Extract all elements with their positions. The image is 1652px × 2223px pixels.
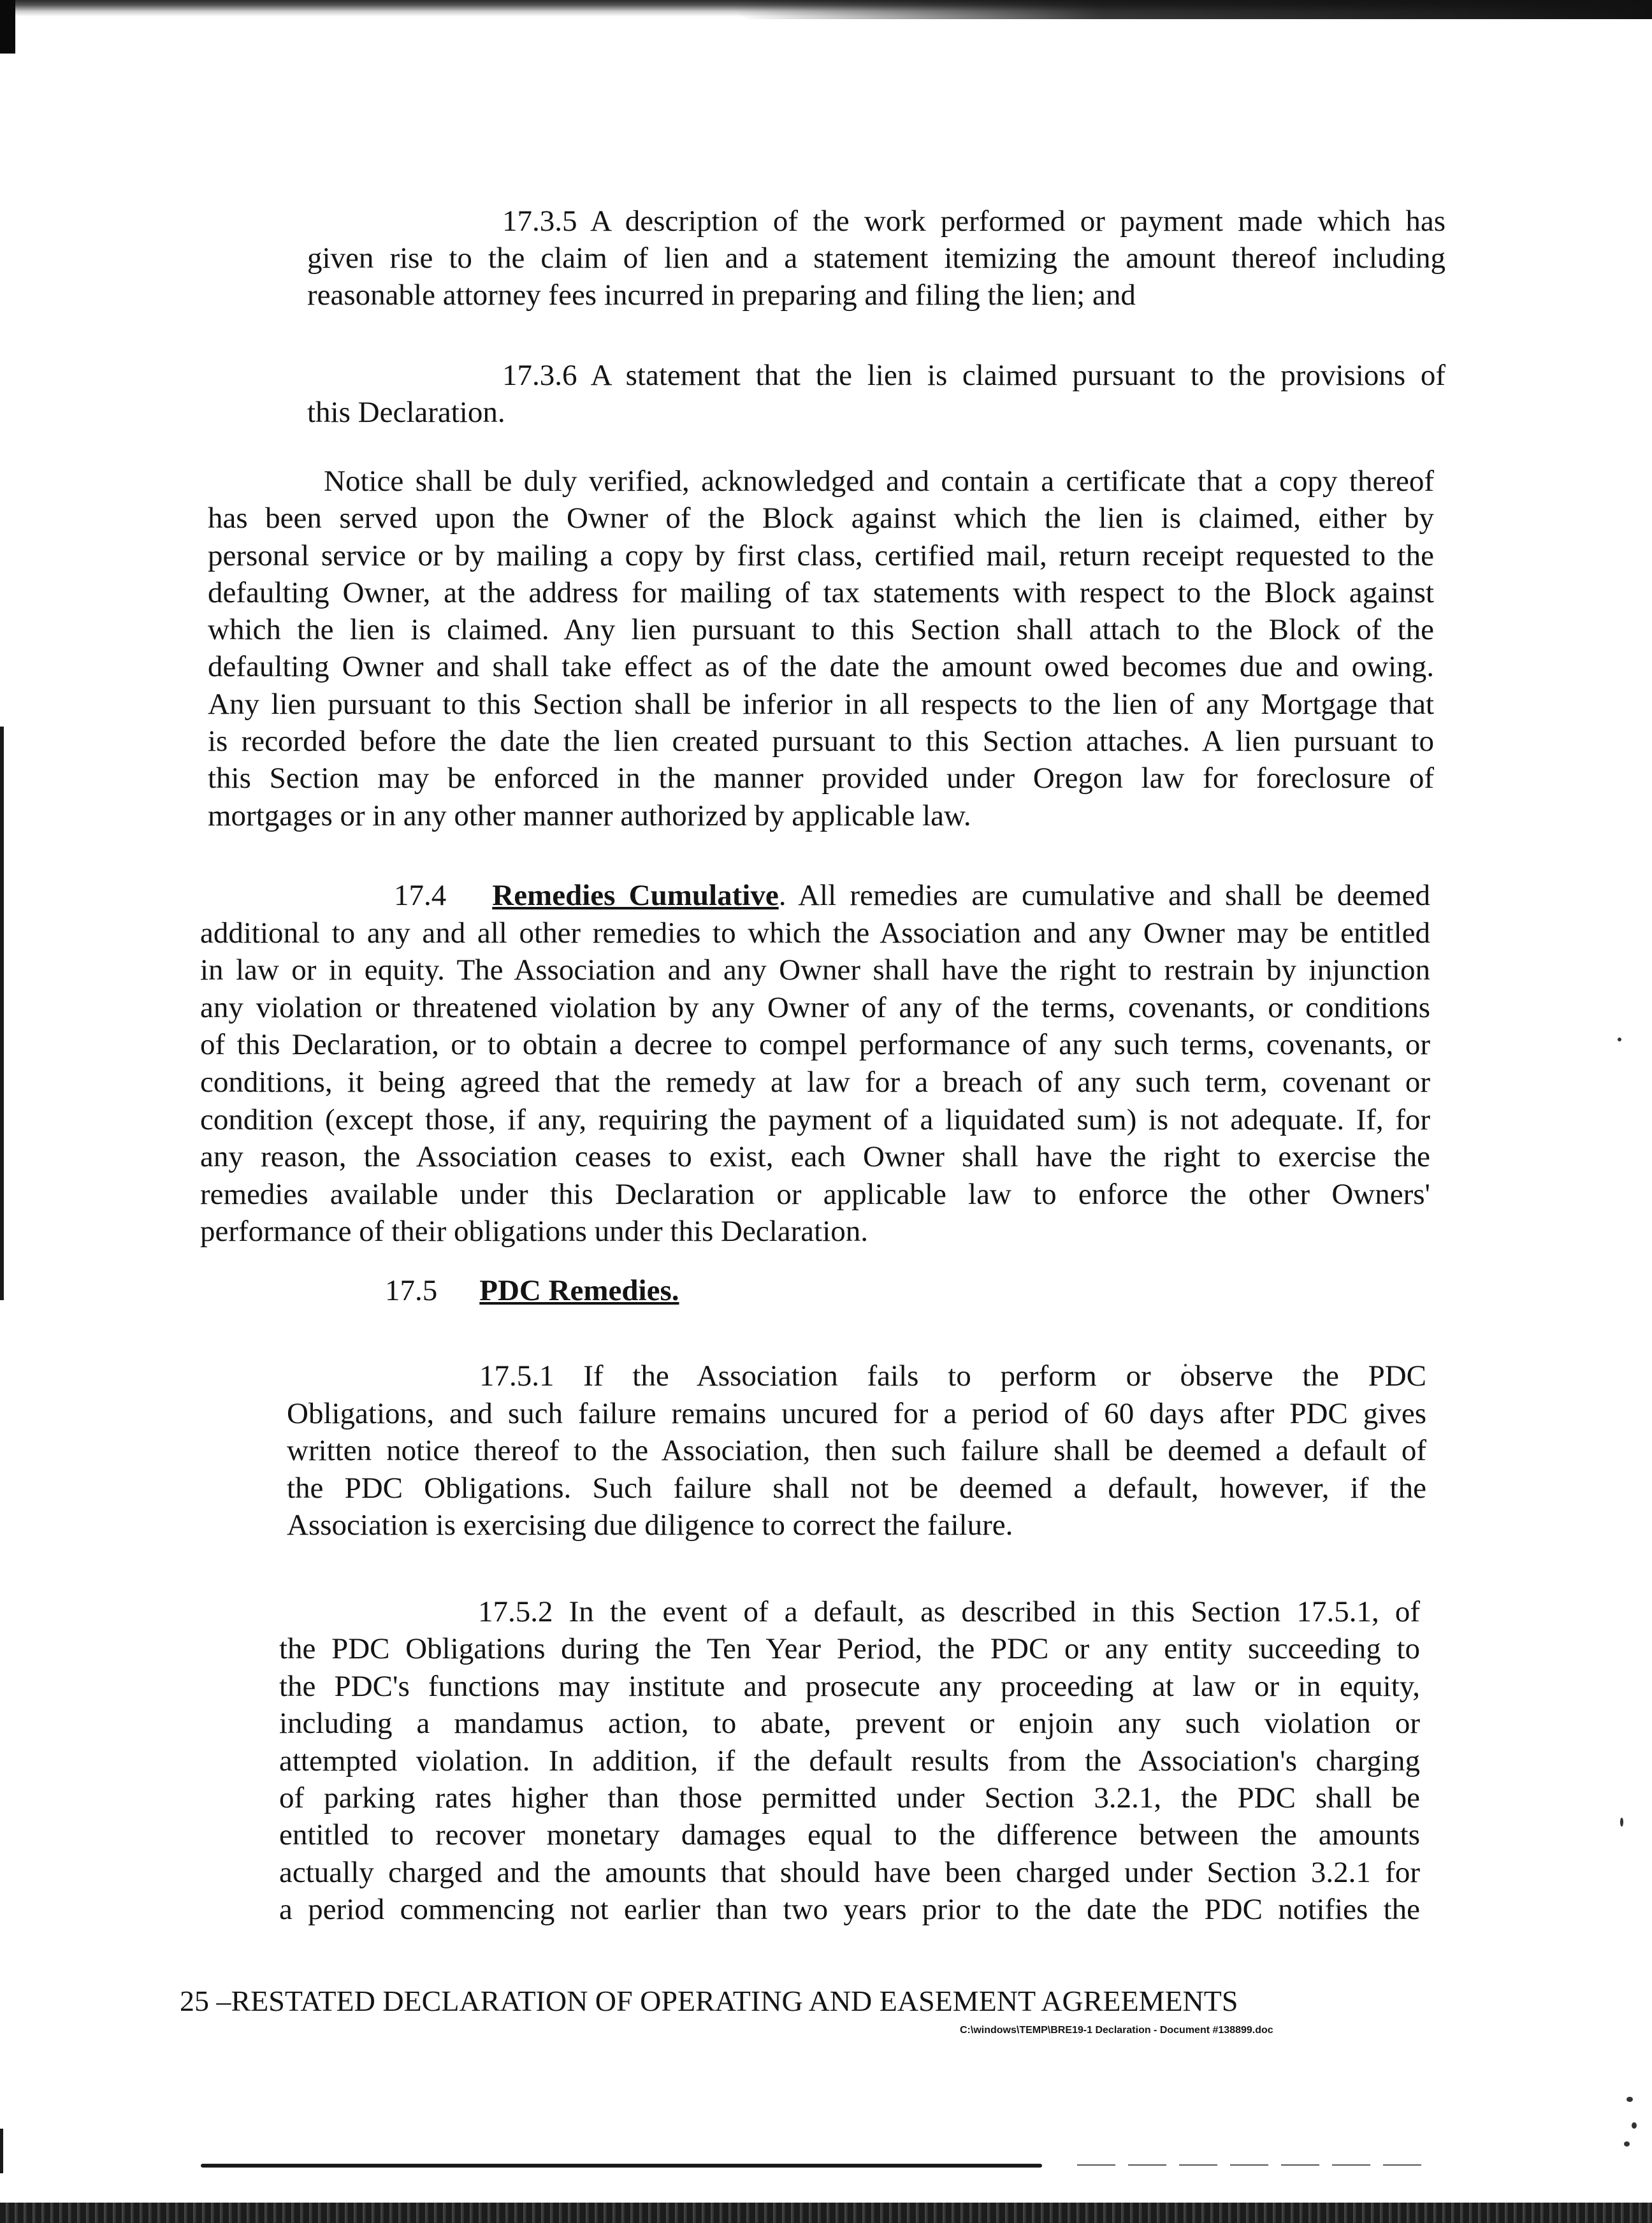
text-line: of parking rates higher than those permitted under Section 3.2.1, the PDC shall be (279, 1781, 1420, 1815)
text-line: Association is exercising due diligence to correct the failure. (287, 1509, 1013, 1542)
text-line: of this Declaration, or to obtain a decree to compel performance of any such terms, covenants, or (200, 1028, 1430, 1062)
section-heading: Remedies Cumulative (492, 879, 779, 912)
scan-speck (1624, 2141, 1630, 2147)
text-line: the PDC Obligations during the Ten Year Period, the PDC or any entity succeeding to (279, 1632, 1420, 1666)
text-run: . All remedies are cumulative and shall be deemed (778, 879, 1430, 912)
text-line: this Section may be enforced in the manner provided under Oregon law for foreclosure of (208, 762, 1434, 795)
text-line: written notice thereof to the Association, then such failure shall be deemed a default of (287, 1434, 1426, 1467)
text-line: Notice shall be duly verified, acknowledged and contain a certificate that a copy thereof (324, 465, 1434, 498)
text-line: mortgages or in any other manner authorized by applicable law. (208, 799, 971, 832)
paragraph-17-3-5 (307, 203, 1446, 314)
text-line: including a mandamus action, to abate, prevent or enjoin any such violation or (279, 1707, 1420, 1741)
text-line: given rise to the claim of lien and a statement itemizing the amount thereof including (307, 242, 1446, 275)
text-line: is recorded before the date the lien created pursuant to this Section attaches. A lien pursuant to (208, 725, 1434, 758)
text-line: Any lien pursuant to this Section shall be inferior in all respects to the lien of any Mortgage that (208, 687, 1434, 721)
text-line: 17.5.1 If the Association fails to perform or observe the PDC (479, 1359, 1426, 1393)
paragraph-17-3-6 (307, 357, 1446, 431)
section-17-4 (200, 877, 1430, 1250)
text-line: conditions, it being agreed that the remedy at law for a breach of any such term, covenant or (200, 1065, 1430, 1099)
scan-corner-mark (0, 0, 15, 54)
text-line: Obligations, and such failure remains uncured for a period of 60 days after PDC gives (287, 1396, 1426, 1430)
scan-rule-dashed (1077, 2164, 1434, 2166)
text-line: has been served upon the Owner of the Block against which the lien is claimed, either by (208, 502, 1434, 535)
scan-rule-bottom (201, 2164, 1042, 2168)
text-line: the PDC Obligations. Such failure shall not be deemed a default, however, if the (287, 1471, 1426, 1505)
text-line: which the lien is claimed. Any lien pursuant to this Section shall attach to the Block of the (208, 613, 1434, 647)
text-line: the PDC's functions may institute and prosecute any proceeding at law or in equity, (279, 1669, 1420, 1703)
paragraph-notice (208, 463, 1434, 834)
scan-speck (1627, 2097, 1633, 2102)
text-line: a period commencing not earlier than two years prior to the date the PDC notifies the (279, 1893, 1420, 1927)
scan-edge-bottom (0, 2203, 1652, 2223)
footer-file-path: C:\windows\TEMP\BRE19-1 Declaration - Document #138899.doc (960, 2025, 1273, 2036)
text-line: entitled to recover monetary damages equal to the difference between the amounts (279, 1818, 1420, 1852)
text-line: reasonable attorney fees incurred in preparing and filing the lien; and (307, 279, 1136, 312)
text-line: this Declaration. (307, 396, 505, 429)
scan-speck (1618, 1038, 1621, 1041)
text-line: 17.3.6 A statement that the lien is claimed pursuant to the provisions of (502, 359, 1446, 392)
paragraph-17-5-1 (287, 1358, 1426, 1544)
section-heading: PDC Remedies. (479, 1274, 679, 1307)
text-line: condition (except those, if any, requiring the payment of a liquidated sum) is not adequate. If, for (200, 1103, 1430, 1136)
text-line: personal service or by mailing a copy by first class, certified mail, return receipt requested to the (208, 539, 1434, 572)
text-line: any reason, the Association ceases to exist, each Owner shall have the right to exercise the (200, 1140, 1430, 1174)
text-line: defaulting Owner and shall take effect as of the date the amount owed becomes due and owing. (208, 650, 1434, 684)
scan-shadow-top (733, 0, 1652, 19)
text-line: 17.3.5 A description of the work performed or payment made which has (502, 205, 1446, 238)
text-line: 17.5.2 In the event of a default, as described in this Section 17.5.1, of (478, 1595, 1420, 1628)
text-line: additional to any and all other remedies to which the Association and any Owner may be entitled (200, 916, 1430, 950)
paragraph-17-5-2 (279, 1593, 1420, 1929)
text-line: performance of their obligations under this Declaration. (200, 1215, 868, 1249)
text-line: remedies available under this Declaration or applicable law to enforce the other Owners' (200, 1177, 1430, 1211)
scan-speck (1632, 2122, 1637, 2129)
section-17-4-first-line (200, 877, 1430, 915)
text-line: defaulting Owner, at the address for mailing of tax statements with respect to the Block against (208, 576, 1434, 609)
scan-edge-left (0, 727, 4, 1300)
text-line: in law or in equity. The Association and any Owner shall have the right to restrain by injunction (200, 953, 1430, 987)
section-number: 17.5 (385, 1274, 438, 1307)
text-line: any violation or threatened violation by any Owner of any of the terms, covenants, or conditions (200, 990, 1430, 1024)
scan-speck (1620, 1818, 1623, 1827)
footer-title: 25 –RESTATED DECLARATION OF OPERATING AND EASEMENT AGREEMENTS (180, 1985, 1238, 2017)
section-number: 17.4 (394, 879, 447, 912)
scan-edge-left-low (0, 2129, 3, 2173)
text-line: actually charged and the amounts that should have been charged under Section 3.2.1 for (279, 1855, 1420, 1889)
section-17-5-heading (385, 1272, 959, 1309)
text-line: attempted violation. In addition, if the default results from the Association's charging (279, 1744, 1420, 1778)
